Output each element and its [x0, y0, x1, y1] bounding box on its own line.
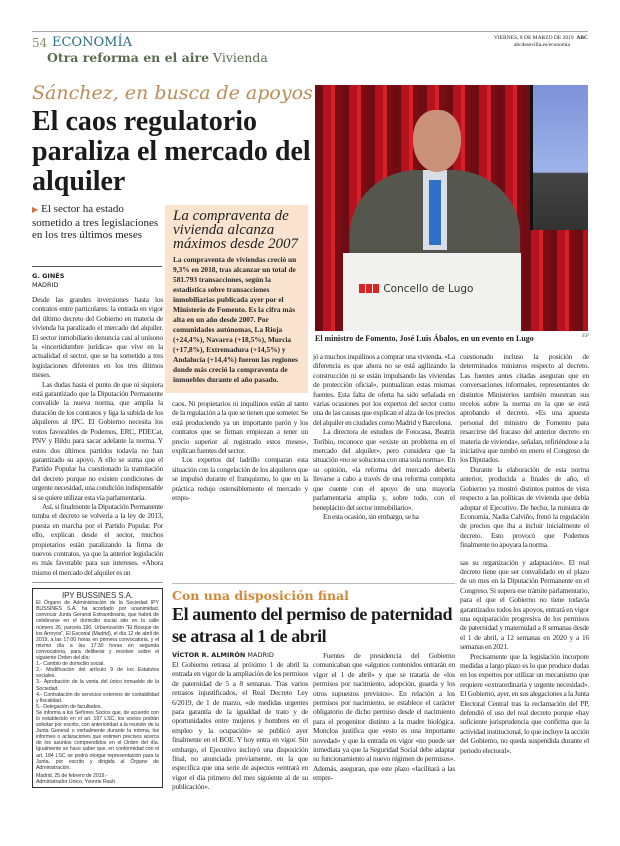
column-rule [32, 582, 163, 583]
second-col-3 [460, 558, 589, 756]
article-lead [32, 203, 162, 242]
paragraph: Las dudas hasta el punto de que ni siquiera está garantizado que la Diputación Permanente convalide la nueva norma, que amplía la duración de los contratos y liga la subida de los alquileres al IPC. El Gobierno necesita los votos favorables de Podemos, ERC, PDECat, PNV y Bildu para sacar adelante la norma. Y estos dos últimos partidos todavía no han garantizado su apoyo. A ello se suma que el Partido Popular ha cuestionado la tramitación del decreto porque no existen condiciones de urgente necesidad, una condición indispensable si se quiere utilizar esta vía parlamentaria. [32, 379, 163, 502]
main-col-2 [165, 399, 308, 502]
ad-line: Se informa a los Señores Socios que, de acuerdo con lo establecido en el art. 197 LSC, los socios podrán solicitar por escrito, con anterioridad a la reunión de la Junta General o verbalmente durante la misma, los informes o aclaraciones que estimen precisos acerca de los asuntos comprendidos en el Orden del día. Igualmente se hace saber que, en conformidad con el art. 184 LSC se podrá otorgar representación para la Junta, por escrito y dirigida al Órgano de Administración. [36, 709, 159, 771]
ad-line: 5.- Delegación de facultades. [36, 703, 102, 710]
ad-line: 4.- Contratación de servicios externos de contabilidad y fiscalidad. [36, 691, 159, 704]
second-kicker: Con una disposición final [172, 588, 349, 603]
second-columns [172, 651, 455, 792]
date: VIERNES, 8 DE MARZO DE 2019 [493, 35, 574, 41]
location: MADRID [247, 651, 274, 659]
paragraph: Los expertos del ladrillo comparan esta situación con la congelación de los alquileres que se impulsó durante el franquismo, lo que en la práctica redujo ostensiblemente el mercado y empu- [172, 455, 308, 503]
paragraph: En esta ocasión, sin embargo, se ha [323, 511, 419, 521]
paragraph: El Gobierno retrasa al próximo 1 de abril la entrada en vigor de la ampliación de los permisos de paternidad de 5 a 8 semanas. Tras varios retrasos injustificados, el Real Decreto Ley 6/2019, de 1 de marzo, «de medidas urgentes para garantía de la igualdad de trato y de oportunidades entre mujeres y hombres en el empleo y la ocupación» se publicó ayer finalmente en el BOE. Y hoy entra en vigor. Sin embargo, el Ejecutivo incluyó una disposición final, no anunciada previamente, en la que especifica que una serie de aspectos «entrará en vigor el día primero del mes siguiente al de su publicación». [172, 660, 308, 792]
paragraph: Durante la elaboración de esta norma anterior, producida a finales de año, el Gobierno ya mostró distintos puntos de vista respecto a las políticas de vivienda que debía adoptar el Ejecutivo. De hecho, la ministra de Economía, Nadia Calviño, frenó la regulación de precios que iba a incluir inicialmente el decreto. Esto provocó que Podemos finalmente no apoyara la norma. [460, 464, 589, 550]
lead-text: El sector ha estado sometido a tres legislaciones en los tres últimos meses [32, 203, 159, 241]
podium-sign [359, 283, 473, 295]
main-col-1 [32, 295, 163, 577]
subtitle-bold: Otra reforma en el aire [47, 50, 210, 65]
paragraph: cuestionado incluso la posición de determinados ministros respecto al decreto. Las fuentes antes citadas aseguran que en conversaciones informales, representantes de distintos Ministerios también muestran sus recelos sobre la norma en la que se está aprobando el decreto. «Es una apuesta personal del ministro de Fomento para resarcirse del fracaso del anterior decreto en materia de vivienda», señalan, refiriéndose a la iniciativa que tumbó en enero el Congreso de los Diputados. [460, 352, 589, 465]
top-rule [32, 31, 588, 32]
sidebar-box [165, 205, 308, 393]
second-col-2 [313, 651, 455, 792]
author: G. GINÉS [32, 272, 65, 280]
article-headline: El caos regulatorio paraliza el mercado del alquiler [32, 106, 311, 197]
article-photo [315, 85, 588, 331]
section-url: abcdesevilla.es/economia [513, 41, 570, 48]
photo-caption: El ministro de Fomento, José Luis Ábalos, en un evento en Lugo [315, 334, 534, 343]
second-article [172, 588, 455, 792]
left-column [32, 295, 163, 788]
ad-line: El Órgano de Administración de la Sociedad IPY BUSSINES S.A. ha acordado por unanimidad, convocar Junta General Extraordinaria, que habrá de celebrarse en el domicilio social sito en la calle número 26, parcela 190, Urbanización "El Bosque de los Arroyos", El Escorial (Madrid), el día 12 de abril de 2019, a las 17:00 horas en primera convocatoria, y el mismo día a las 17:30 horas en segunda convocatoria, para deliberar y resolver sobre el siguiente Orden del día: [36, 600, 159, 662]
page-number: 54 [32, 36, 48, 50]
second-col-1-wrap [172, 651, 308, 792]
paragraph: jó a muchos inquilinos a comprar una vivienda. «La diferencia es que ahora no se está agilizando la construcción ni se están impulsando las viviendas de protección oficial», puntualizan estas mismas fuentes. Esta falta de oferta ha sido señalada en varias ocasiones por los expertos del sector como una de las causas que explican el alza de los precios del alquiler en ciudades como Madrid y Barcelona. [313, 352, 455, 427]
dateline [460, 35, 588, 48]
ad-line: 3.- Aprobación de la venta del único inmueble de la Sociedad. [36, 679, 159, 692]
paper-name: ABC [576, 35, 588, 41]
location: MADRID [32, 281, 59, 289]
section-name: ECONOMÍA [52, 35, 132, 50]
ad-line: Madrid, 25 de febrero de 2019.- [36, 772, 108, 779]
author: VÍCTOR R. ALMIRÓN [172, 651, 246, 659]
sidebar-title: La compraventa de vivienda alcanza máximos desde 2007 [173, 208, 298, 252]
section-subtitle [47, 50, 268, 65]
article-kicker: Sánchez, en busca de apoyos [32, 82, 313, 104]
paragraph: sas su organización y adaptación». El real decreto tiene que ser convalidado en el plazo de un mes en la Diputación Permanente en el Congreso. Si supera ese trámite parlamentario, para el que el Gobierno no tiene todavía garantizados todos los apoyos, entrará en vigor una equiparación progresiva de los permisos de paternidad y maternidad a 8 semanas desde el 1 de abril, a 12 semanas en 2020 y a 16 semanas en 2021. [460, 557, 589, 652]
photo-credit: EP [582, 333, 590, 339]
second-col-1 [172, 660, 308, 792]
legal-notice-ad [32, 588, 163, 788]
ad-line: 1.- Cambio de domicilio social. [36, 661, 105, 668]
paragraph: Precisamente que la legislación incorpore medidas a largo plazo es lo que produce dudas en los expertos por utilizar un mecanismo que requiere «extraordinaria y urgente necesidad». El Gobierno, ayer, en sus alegaciones a la Junta Electoral Central tras la reclamación del PP, defendió el uso del real decreto porque «hay suficiente jurisprudencia que confirma que la actividad institucional, lo que incluye la acción del Gobierno, no queda suspendida durante el periodo electoral». [460, 651, 589, 755]
lead-rule [32, 266, 162, 267]
second-byline [172, 651, 308, 660]
section-rule [172, 583, 455, 584]
ad-title: IPY BUSSINES S.A. [61, 591, 134, 601]
paragraph: Fuentes de presidencia del Gobierno comunicaban que «algunos contenidos entrarán en vigor el 1 de abril» y que se trataría de «los permisos por nacimiento, adopción, guarda y los otros supuestos previstos». En relación a los permisos por nacimiento, se establece el carácter obligatorio de dicho permiso desde el nacimiento para el progenitor distinto a la madre biológica. Moncloa justifica que «esto es una importante novedad» y que la entrada en vigor «no puede ser inmediata ya que la Seguridad Social debe adaptar su funcionamiento al nuevo régimen de permisos». Además, aseguran, que este plazo «facilitará a las empre- [313, 651, 455, 783]
ad-line: Administrador Único, Yvonne Rauh. [36, 778, 117, 785]
triangle-bullet-icon: ▶ [32, 205, 39, 214]
second-headline: El aumento del permiso de paternidad se atrasa al 1 de abril [172, 604, 453, 646]
sidebar-text: La compraventa de viviendas creció un 9,3% en 2018, tras alcanzar un total de 581.793 transacciones, según la estadística sobre transacciones inmobiliarias publicada ayer por el Ministerio de Fomento. Es la cifra más alta en un año desde 2007. Por comunidades autónomas, La Rioja (+24,4%), Navarra (+18,5%), Murcia (+17,8%), Extremadura (+14,5%) y Andalucía (+14,4%) fueron las regiones donde más creció la compraventa de inmuebles durante el año pasado. [173, 255, 298, 384]
paragraph: Así, si finalmente la Diputación Permanente tumba el decreto se volvería a la ley de 2013, puesta en marcha por el Partido Popular. Por ello, explican desde el sector, muchos propietarios están paralizando la firma de nuevos contratos, ya que la anterior legislación es más favorable para sus intereses. «Ahora mismo el mercado del alquiler es un [32, 501, 163, 577]
right-column [460, 352, 589, 755]
projection-screen [530, 85, 588, 230]
subtitle-tag: Vivienda [213, 50, 268, 65]
speaker-head [413, 110, 461, 172]
paragraph: caos. Ni propietarios ni inquilinos están al tanto de la regulación a la que se tienen que someter. Se está produciendo ya un importante parón y los contratos que se firman empiezan a tener un precio superior al registrado estos meses», explican fuentes del sector. [172, 399, 308, 456]
main-col-4 [460, 352, 589, 550]
paragraph: Desde las grandes inversiones hasta los contratos entre particulares: la entrada en vigor del último decreto del Gobierno en materia de vivienda ha paralizado el mercado del alquiler. El sector inmobiliario denuncia casi al unísono la «incertidumbre jurídica» que vive en la actualidad el sector, que se ha sometido a tres legislaciones diferentes en los tres últimos meses. [32, 295, 163, 380]
second-column [165, 205, 308, 502]
speaker-tie [429, 180, 441, 245]
sign-text: Concello de Lugo [383, 283, 474, 295]
byline [32, 272, 64, 290]
paragraph: La directora de estudios de Fotocasa, Beatriz Toribio, reconoce que «existe un problema en el mercado del alquiler», pero considera que la situación «no se soluciona con una sola norma». En su opinión, «la reforma del mercado debería llevarse a cabo a través de una reforma completa que cuente con el apoyo de una mayoría parlamentaria amplia y, sobre todo, con el beneplácito del sector inmobiliario». [313, 427, 455, 512]
main-col-3 [313, 352, 455, 521]
ad-line: 2.- Modificación del artículo 9 de los Estatutos sociales. [36, 667, 159, 680]
